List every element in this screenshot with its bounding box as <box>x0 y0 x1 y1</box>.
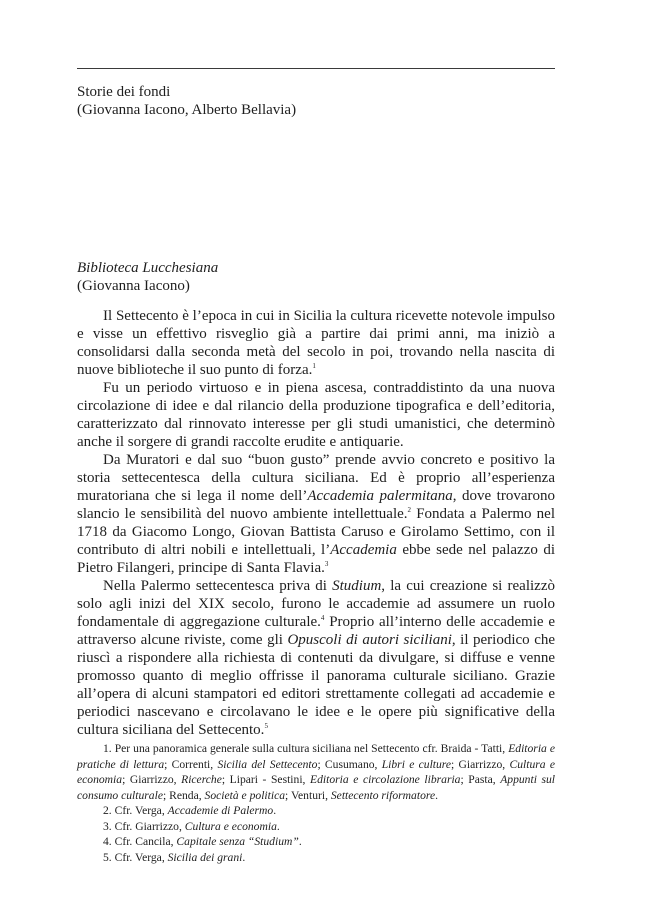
paragraph-2: Fu un periodo virtuoso e in piena ascesa, contraddistinto da una nuova circolazione di idee e dal rilancio della produzione tipografica e dell’editoria, caratterizzato dal rinnovato interesse per gli studi umanistici, che determinò anche il sorgere di grandi raccolte erudite e antiquarie. <box>77 380 555 450</box>
chapter-authors: (Giovanna Iacono, Alberto Bellavia) <box>77 102 297 118</box>
body-text <box>77 307 555 739</box>
top-rule <box>77 68 555 69</box>
footnote-ref-1: 1 <box>312 362 316 370</box>
footnotes <box>77 741 555 865</box>
section-header <box>77 259 557 295</box>
chapter-title: Storie dei fondi <box>77 84 171 100</box>
footnote-4: 4. Cfr. Cancila, Capitale senza “Studium”. <box>103 835 302 848</box>
chapter-header <box>77 83 557 119</box>
footnote-ref-5: 5 <box>264 722 268 730</box>
paragraph-1: Il Settecento è l’epoca in cui in Sicilia la cultura ricevette notevole impulso e visse un effettivo risveglio già a partire dai primi anni, ma iniziò a consolidarsi dalla seconda metà del secolo in poi, trovando nella nascita di nuove biblioteche il suo punto di forza.$^1$ <box>77 308 555 378</box>
footnote-2: 2. Cfr. Verga, Accademie di Palermo. <box>103 804 277 817</box>
footnote-3: 3. Cfr. Giarrizzo, Cultura e economia. <box>103 819 280 833</box>
footnote-ref-3: 3 <box>324 560 329 568</box>
section-author: (Giovanna Iacono) <box>77 278 190 294</box>
section-title: Biblioteca Lucchesiana <box>77 260 219 276</box>
paragraph-3: Da Muratori e dal suo “buon gusto” prende avvio concreto e positivo la storia settecentesca della cultura siciliana. Ed è proprio all’esperienza muratoriana che si lega il nome dell’Accademia palermitana, dove trovarono slancio le sensibilità del nuovo ambiente intellettuale.$^2$ Fondata a Palermo nel 1718 da Giacomo Longo, Giovan Battista Caruso e Girolamo Settimo, con il contributo di altri nobili e intellettuali, l’Accademia ebbe sede nel palazzo di Pietro Filangeri, principe di Santa Flavia.$^3$ <box>77 452 556 576</box>
footnote-ref-2: 2 <box>407 506 412 514</box>
paragraph-4: Nella Palermo settecentesca priva di Studium, la cui creazione si realizzò solo agli inizi del XIX secolo, furono le accademie ad assumere un ruolo fondamentale di aggregazione culturale.$^4$ Proprio all’interno delle accademie e attraverso alcune riviste, come gli Opuscoli di autori siciliani, il periodico che riuscì a rispondere alla richiesta di contenuti da divulgare, si diffuse e venne promosso quanto di meglio offrisse il panorama culturale siciliano. Grazie all’opera di alcuni stampatori ed editori strettamente collegati ad accademie e periodici nascevano e circolavano le idee e le opere più significative della cultura siciliana del Settecento.$^5$ <box>77 578 556 738</box>
footnote-ref-4: 4 <box>320 614 325 622</box>
footnote-1: 1. Per una panoramica generale sulla cultura siciliana nel Settecento cfr. Braida - Tatti, Editoria e pratiche di lettura; Correnti, Sicilia del Settecento; Cusumano, Libri e culture; Giarrizzo, Cultura e economia; Giarrizzo, Ricerche; Lipari - Sestini, Editoria e circolazione libraria; Pasta, Appunti sul consumo culturale; Renda, Società e politica; Venturi, Settecento riformatore. <box>77 742 556 802</box>
footnote-5: 5. Cfr. Verga, Sicilia dei grani. <box>103 850 246 864</box>
